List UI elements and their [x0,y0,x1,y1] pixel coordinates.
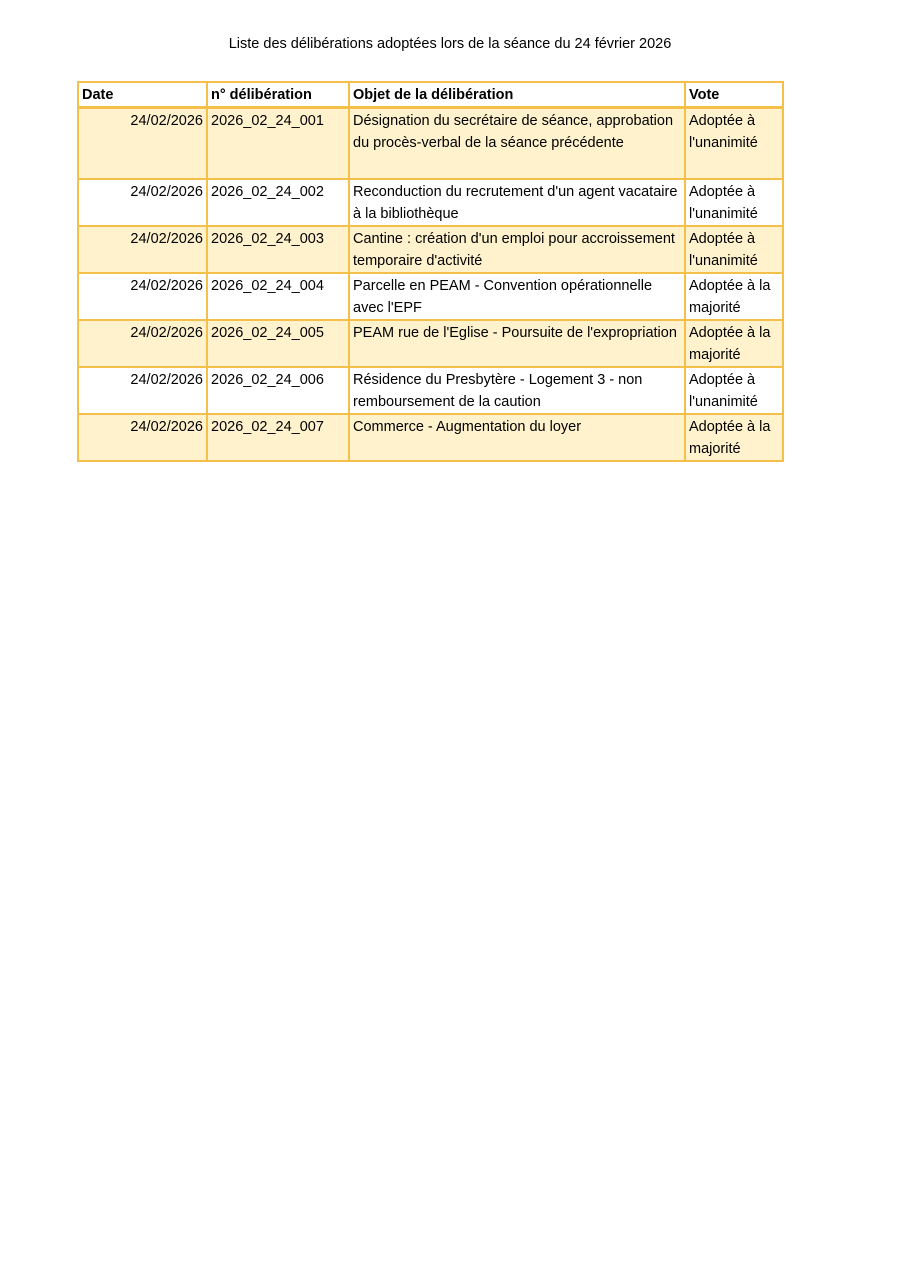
cell-vote: Adoptée à l'unanimité [685,367,783,414]
cell-objet: Reconduction du recrutement d'un agent vacataire à la bibliothèque [349,179,685,226]
header-vote: Vote [685,82,783,108]
document-title: Liste des délibérations adoptées lors de la séance du 24 février 2026 [228,36,672,52]
cell-numero: 2026_02_24_001 [207,108,349,179]
header-numero: n° délibération [207,82,349,108]
table-row [78,273,783,320]
cell-vote: Adoptée à l'unanimité [685,226,783,273]
cell-vote: Adoptée à la majorité [685,320,783,367]
cell-vote: Adoptée à la majorité [685,414,783,461]
cell-vote: Adoptée à la majorité [685,273,783,320]
cell-date: 24/02/2026 [78,108,207,179]
cell-vote: Adoptée à l'unanimité [685,108,783,179]
cell-date: 24/02/2026 [78,414,207,461]
cell-date: 24/02/2026 [78,179,207,226]
table-row [78,108,783,179]
cell-objet: PEAM rue de l'Eglise - Poursuite de l'expropriation [349,320,685,367]
cell-date: 24/02/2026 [78,367,207,414]
cell-objet: Commerce - Augmentation du loyer [349,414,685,461]
cell-objet: Cantine : création d'un emploi pour accroissement temporaire d'activité [349,226,685,273]
table-row [78,414,783,461]
cell-numero: 2026_02_24_002 [207,179,349,226]
cell-date: 24/02/2026 [78,273,207,320]
deliberations-table [77,81,784,462]
table-header-row [78,82,783,108]
cell-numero: 2026_02_24_007 [207,414,349,461]
cell-numero: 2026_02_24_006 [207,367,349,414]
cell-numero: 2026_02_24_005 [207,320,349,367]
table-row [78,320,783,367]
cell-objet: Résidence du Presbytère - Logement 3 - non remboursement de la caution [349,367,685,414]
header-date: Date [78,82,207,108]
cell-date: 24/02/2026 [78,320,207,367]
table-row [78,179,783,226]
table-row [78,226,783,273]
cell-objet: Parcelle en PEAM - Convention opérationnelle avec l'EPF [349,273,685,320]
header-objet: Objet de la délibération [349,82,685,108]
cell-date: 24/02/2026 [78,226,207,273]
cell-numero: 2026_02_24_004 [207,273,349,320]
cell-numero: 2026_02_24_003 [207,226,349,273]
table-row [78,367,783,414]
cell-objet: Désignation du secrétaire de séance, approbation du procès-verbal de la séance précédente [349,108,685,179]
cell-vote: Adoptée à l'unanimité [685,179,783,226]
